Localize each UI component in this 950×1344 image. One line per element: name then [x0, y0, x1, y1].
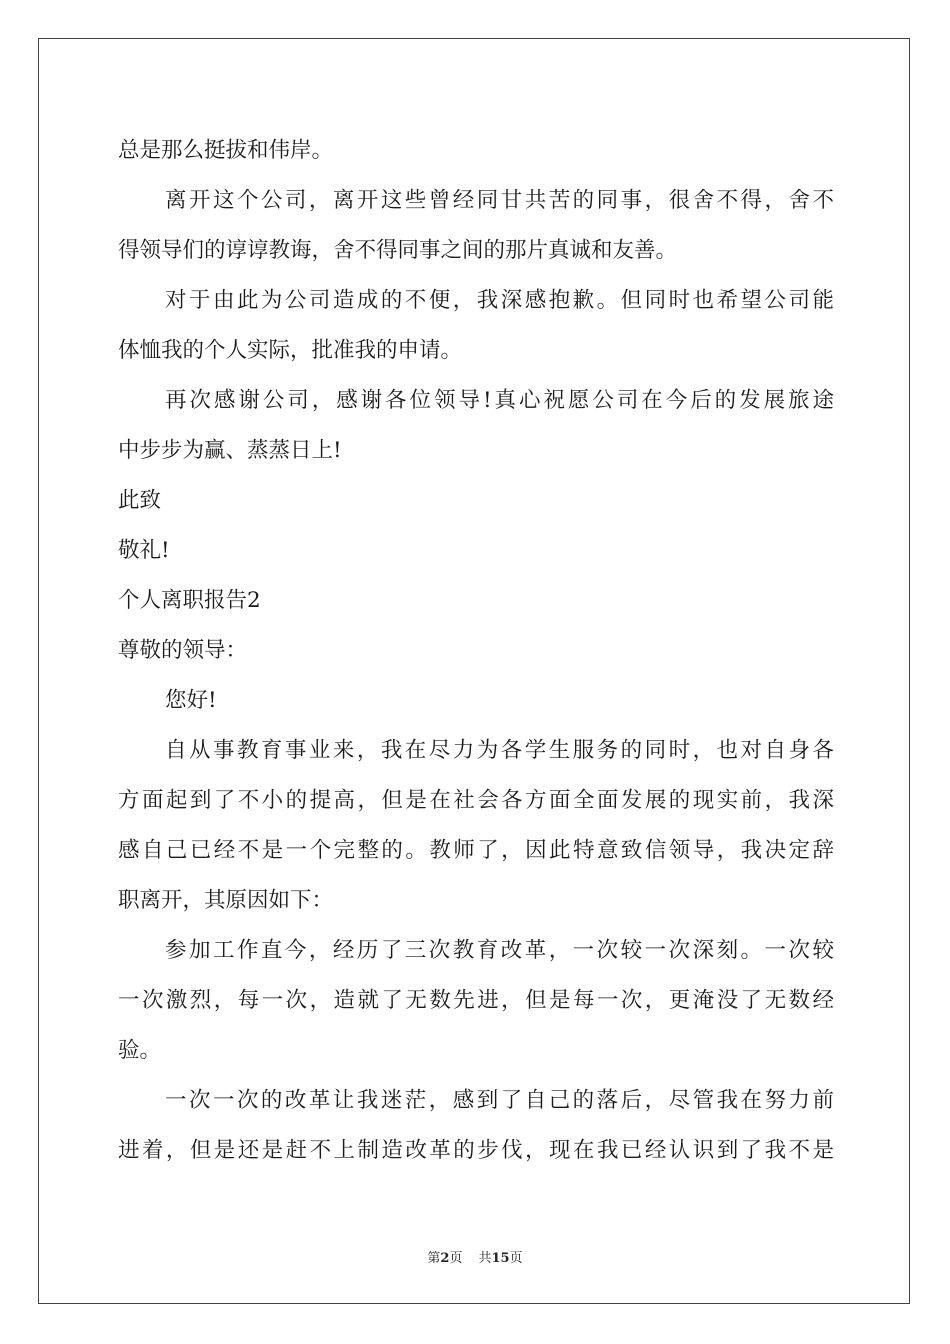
section-heading: 个人离职报告2: [118, 588, 261, 613]
text-line: 参加工作直今，经历了三次教育改革，一次较一次深刻。一次较: [165, 938, 834, 963]
text-line: 离开这个公司，离开这些曾经同甘共苦的同事，很舍不得，舍不: [165, 188, 834, 213]
text-line: 中步步为赢、蒸蒸日上!: [118, 438, 342, 463]
text-line: 进着，但是还是赶不上制造改革的步伐，现在我已经认识到了我不是: [118, 1138, 834, 1163]
text-line: 体恤我的个人实际，批准我的申请。: [118, 338, 463, 363]
text-line: 一次激烈，每一次，造就了无数先进，但是每一次，更淹没了无数经: [118, 988, 834, 1013]
text-line: 方面起到了不小的提高，但是在社会各方面全面发展的现实前，我深: [118, 788, 834, 813]
text-line: 验。: [118, 1038, 162, 1063]
text-line: 总是那么挺拔和伟岸。: [118, 138, 334, 163]
document-body: [118, 126, 834, 1176]
text-line: 得领导们的谆谆教诲，舍不得同事之间的那片真诚和友善。: [118, 238, 678, 263]
text-line: 自从事教育事业来，我在尽力为各学生服务的同时，也对自身各: [165, 738, 834, 763]
letter-greeting: 尊敬的领导：: [118, 638, 248, 663]
text-line: 感自己已经不是一个完整的。教师了，因此特意致信领导，我决定辞: [118, 838, 834, 863]
total-suffix: 页: [509, 1251, 523, 1266]
closing-regards: 敬礼!: [118, 538, 170, 563]
text-line: 对于由此为公司造成的不便，我深感抱歉。但同时也希望公司能: [165, 288, 834, 313]
text-line: 一次一次的改革让我迷茫，感到了自己的落后，尽管我在努力前: [165, 1088, 834, 1113]
closing-salutation: 此致: [118, 488, 162, 513]
total-pages: 15: [491, 1251, 510, 1266]
text-line: 职离开，其原因如下：: [118, 888, 334, 913]
text-line: 您好!: [165, 688, 217, 713]
text-line: 再次感谢公司，感谢各位领导!真心祝愿公司在今后的发展旅途: [165, 388, 834, 413]
page-footer: [0, 1247, 950, 1266]
page-prefix: 第: [427, 1251, 441, 1266]
page-number: 2: [440, 1251, 450, 1266]
total-prefix: 共: [478, 1251, 492, 1266]
page-suffix: 页: [449, 1251, 463, 1266]
